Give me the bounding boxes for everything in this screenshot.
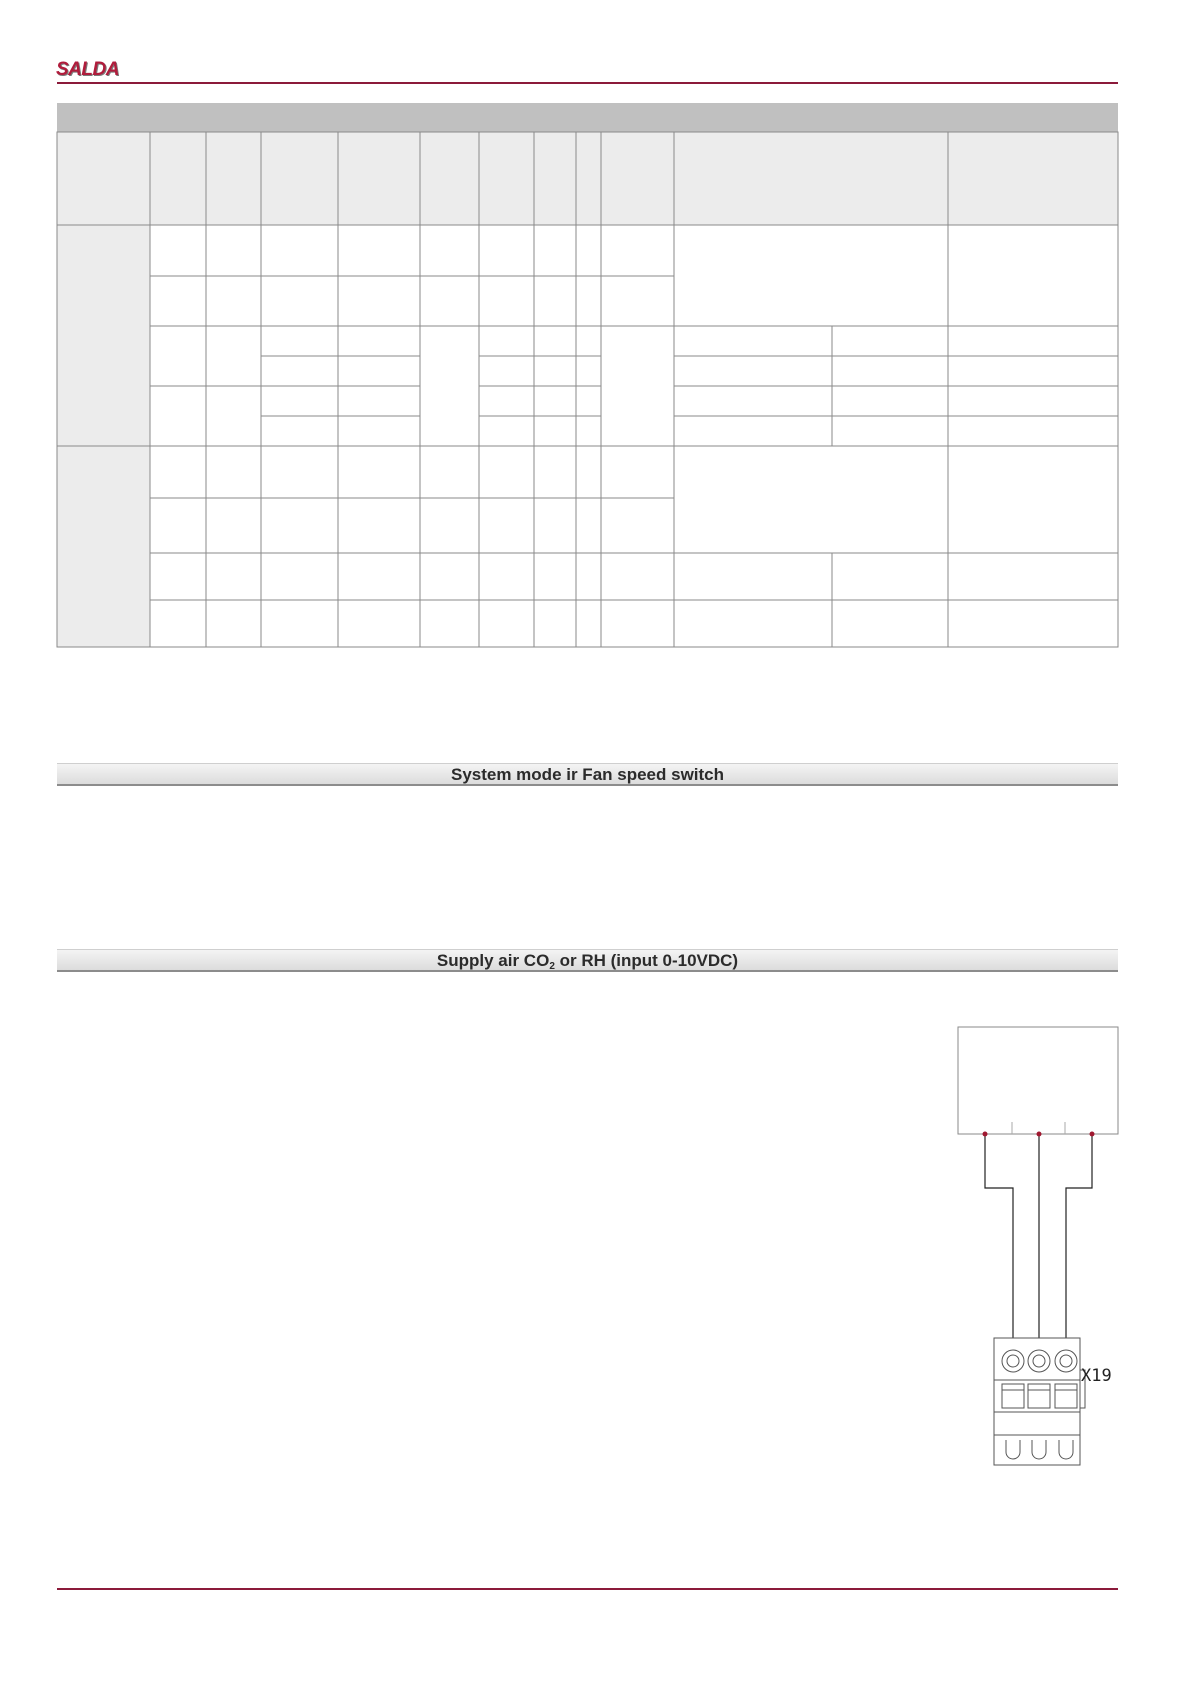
section-fan-speed-header (57, 763, 1118, 786)
group-label-cell-2 (57, 446, 150, 647)
terminal-label: X19 (1081, 1366, 1112, 1386)
wire-dot-3 (1090, 1132, 1095, 1137)
wire-1 (985, 1134, 1013, 1357)
group-label-cell-1 (57, 225, 150, 446)
wire-dot-1 (983, 1132, 988, 1137)
wire-dot-2 (1037, 1132, 1042, 1137)
table-header-row (57, 132, 1118, 225)
sensor-wiring-diagram (958, 1027, 1118, 1465)
footer-rule (57, 1588, 1118, 1590)
terminal-block-x19 (994, 1338, 1085, 1465)
section-title: System mode ir Fan speed switch (450, 765, 725, 784)
wire-3 (1066, 1134, 1092, 1357)
sensor-box (958, 1027, 1118, 1134)
salda-logo: SALDA (56, 59, 119, 80)
section-co2-rh-header (57, 949, 1118, 972)
section-title: Supply air $CO_2$ or RH (input 0-10VDC) (436, 951, 739, 972)
